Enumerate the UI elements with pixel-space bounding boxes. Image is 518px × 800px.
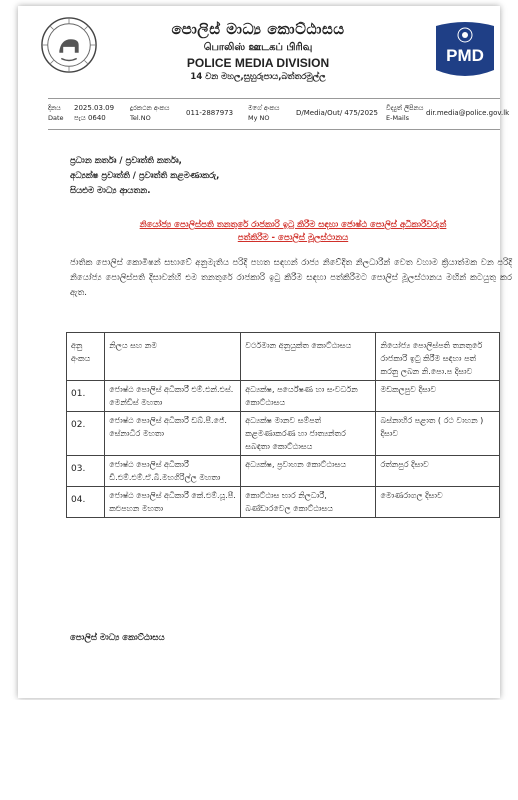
- table-row: [67, 487, 500, 518]
- header-title-english: POLICE MEDIA DIVISION: [186, 56, 330, 70]
- date-label: දිනය Date: [48, 104, 64, 122]
- recipient-line: අධ්‍යක්ෂ ප්‍රවෘත්ති / ප්‍රවෘත්ති කළමණාකරු,: [70, 171, 220, 181]
- cell-current-division: කොට්ඨාස භාර නිලධාරී, බණ්ඩාරවෙල කොට්ඨාසය: [241, 487, 376, 518]
- table-row: [67, 381, 500, 412]
- subject-heading: [78, 219, 508, 245]
- cell-assigned-range: මඩකලපුව දිසාව: [376, 381, 500, 412]
- cell-current-division: අධ්‍යක්ෂ මානව සම්පත් කළමණාකරණ හා ජාත්‍යන්තර සබඳතා කොට්ඨාසය: [241, 412, 376, 456]
- tel-label: දුරකථන අංකය Tel.NO: [130, 104, 170, 122]
- cell-rank-name: ජොෂ්ඨ පොලිස් අධිකාරී කේ.එම්.යූ.පී. කළුපහන මහතා: [105, 487, 241, 518]
- my-number-label: මගේ අංකය My NO: [248, 104, 280, 122]
- subject-line-1: නියෝජ්‍ය පොලිස්පති තනතුරේ රාජකාරි ඉටු කිරීම සඳහා ජොෂ්ඨ පොලිස් අධිකාරීවරුන්: [139, 220, 447, 230]
- cell-assigned-range: මොණරාගල දිසාව: [376, 487, 500, 518]
- email-label: විද්‍යුත් ලිපිනය E-Mails: [386, 104, 424, 122]
- header-serial: අනු අංකය: [67, 333, 105, 381]
- my-number-value: D/Media/Out/ 475/2025: [296, 109, 378, 117]
- cell-current-division: අධ්‍යක්ෂ, ප්‍රවාහන කොට්ඨාසය: [241, 456, 376, 487]
- appointments-table: [66, 332, 500, 518]
- cell-rank-name: ජොෂ්ඨ පොලිස් අධිකාරී ඩී.එම්.එම්.ඒ.බී.මහගිරිල්ල මහතා: [105, 456, 241, 487]
- recipient-line: ප්‍රධාන කර්තෘ / ප්‍රවෘත්ති කර්තෘ,: [70, 156, 182, 166]
- header-rank-name: නිලය සහ නම: [105, 333, 241, 381]
- cell-assigned-range: බස්නාහිර පළාත ( රථ වාහන ) දිසාව: [376, 412, 500, 456]
- pmd-logo-icon: [432, 20, 498, 80]
- body-paragraph: ජාතික පොලිස් කොමිෂන් සභාවේ අනුමැතිය පරිදි පහත සඳහන් රාජ්‍ය නිවේදිත නිලධාරීන් වෙත වහාම ක්‍රියාත්මක වන පරිදි නියෝජ්‍ය පොලිස්පති දිසාවන්හි එම තනතුරේ රාජකාරි ඉටු කිරීම සඳහා පත්කිරීමට පොලිස් මූලස්ථානය මඟින් කටයුතු කර ඇත.: [70, 258, 512, 298]
- pmd-logo-text: PMD: [446, 46, 484, 65]
- cell-rank-name: ජොෂ්ඨ පොලිස් අධිකාරී එම්.එන්.එස්. මෙන්ඩිස් මහතා: [105, 381, 241, 412]
- signature-block: පොලිස් මාධ්‍ය කොට්ඨාසය: [70, 633, 165, 643]
- table-row: [67, 456, 500, 487]
- page-background: [0, 700, 518, 800]
- cell-assigned-range: රත්නපුර දිසාව: [376, 456, 500, 487]
- police-crest-icon: [40, 16, 98, 74]
- cell-current-division: අධ්‍යක්ෂ, පර්යේෂණ හා සංවර්ධන කොට්ඨාසය: [241, 381, 376, 412]
- header-address: 14 වන මහල,සුහුරුපාය,බත්තරමුල්ල: [190, 72, 326, 82]
- table-row: [67, 412, 500, 456]
- cell-serial: 02.: [67, 412, 105, 456]
- cell-serial: 01.: [67, 381, 105, 412]
- recipient-line: සියළුම මාධ්‍ය ආයතන.: [70, 186, 151, 196]
- email-value: dir.media@police.gov.lk: [426, 109, 510, 117]
- header-current-division: වර්ථමාන අනුයුක්ත කොට්ඨාසය: [241, 333, 376, 381]
- reference-row: [48, 98, 510, 130]
- header-title-tamil: பொலிஸ் ஊடகப் பிரிவு: [203, 42, 313, 53]
- subject-line-2: පත්කිරීම - පොලිස් මූලස්ථානය: [237, 233, 349, 243]
- cell-serial: 04.: [67, 487, 105, 518]
- cell-serial: 03.: [67, 456, 105, 487]
- tel-value: 011-2887973: [186, 109, 234, 117]
- table-header-row: [67, 333, 500, 381]
- header-assigned-range: නියෝජ්‍ය පොලිස්පති තනතුරේ රාජකාරි ඉටු කිරීම සඳහා පත් කරනු ලබන නි.පො.ප දිසාව: [376, 333, 500, 381]
- header-title-sinhala: පොලිස් මාධ්‍ය කොට්ඨාසය: [171, 20, 345, 38]
- document-page: [18, 6, 512, 698]
- cell-rank-name: ජොෂ්ඨ පොලිස් අධිකාරී ඩබ්.පී.ජේ. සේනාධීර මහතා: [105, 412, 241, 456]
- date-value: 2025.03.09 පැය 0640: [74, 104, 115, 122]
